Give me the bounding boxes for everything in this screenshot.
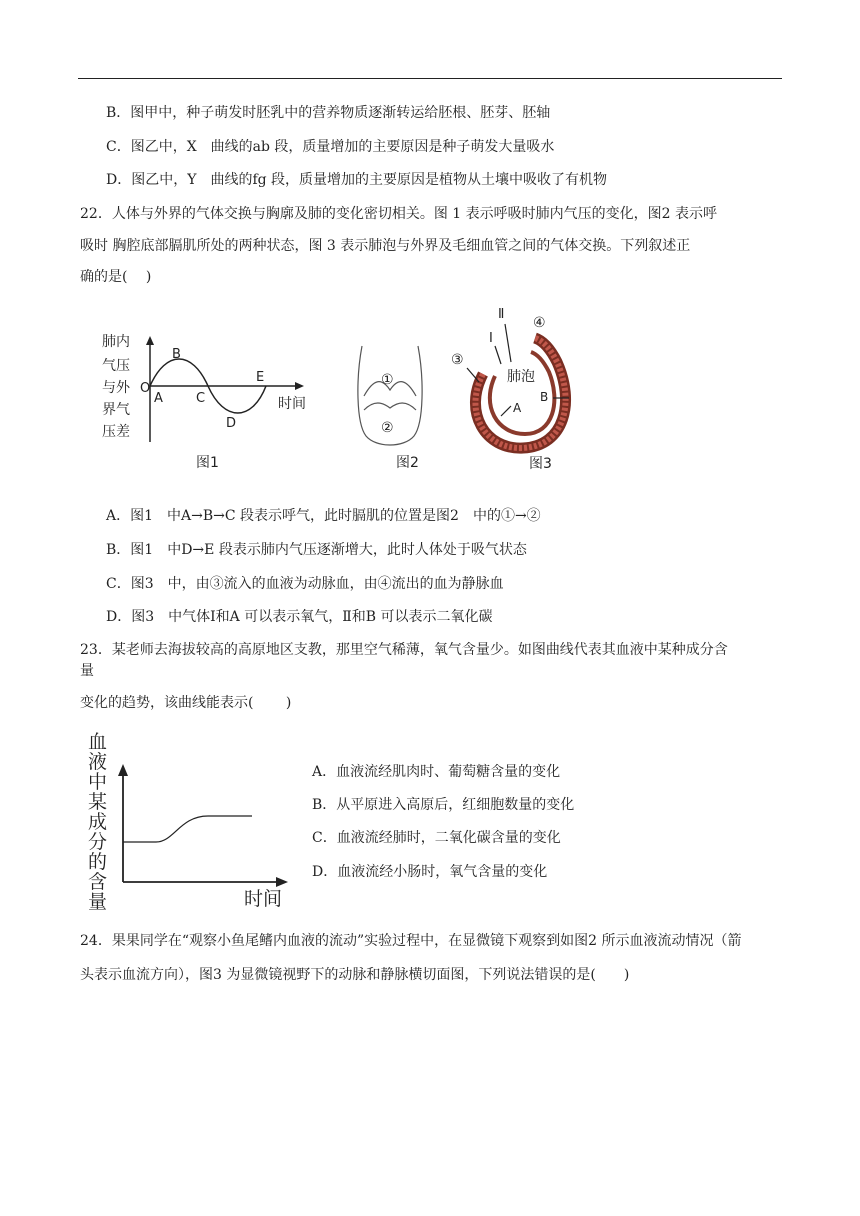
fig1-point-d: D: [226, 416, 237, 431]
q24-stem-line2: 头表示血流方向），图3 为显微镜视野下的动脉和静脉横切面图，下列说法错误的是( ): [80, 967, 630, 983]
q23-stem-line3: 变化的趋势，该曲线能表示( ): [80, 695, 292, 711]
q21-option-c: C．图乙中，X 曲线的ab 段，质量增加的主要原因是种子萌发大量吸水: [106, 139, 555, 155]
fig3-arrow-a: [501, 406, 511, 416]
fig3-label-3: ③: [451, 352, 464, 368]
q23-option-d: D．血液流经小肠时，氧气含量的变化: [312, 864, 548, 880]
q23-graph: [86, 728, 296, 916]
q23-ylabel-char4: 某: [88, 791, 108, 813]
q22-stem-line2: 吸时 胸腔底部膈肌所处的两种状态，图 3 表示肺泡与外界及毛细血管之间的气体交换。下列叙述正: [80, 238, 691, 254]
fig1-ylabel-line3: 与外: [102, 380, 130, 396]
q23-y-arrow: [118, 764, 128, 776]
q23-ylabel-char8: 含: [88, 871, 108, 893]
q22-option-d: D．图3 中气体Ⅰ和A 可以表示氧气，Ⅱ和B 可以表示二氧化碳: [106, 609, 493, 625]
fig1-caption: 图1: [196, 455, 219, 471]
fig3-gas-2: Ⅱ: [498, 307, 505, 322]
q23-ylabel-char7: 的: [88, 851, 108, 873]
q23-xlabel: 时间: [244, 888, 283, 910]
q22-stem-line3: 确的是( ): [80, 269, 152, 285]
q23-stem-line2: 量: [80, 663, 94, 679]
fig3-label-4: ④: [533, 315, 546, 331]
q23-option-a: A．血液流经肌肉时、葡萄糖含量的变化: [312, 764, 561, 780]
q22-figure-2: [350, 338, 430, 475]
q21-option-d: D．图乙中，Y 曲线的fg 段，质量增加的主要原因是植物从土壤中吸收了有机物: [106, 172, 608, 188]
header-rule: [78, 78, 782, 79]
fig3-arrow-2: [505, 324, 511, 362]
fig1-x-arrow: [295, 382, 304, 390]
q23-trend-curve: [123, 816, 252, 842]
fig2-caption: 图2: [396, 455, 419, 471]
q23-ylabel-char1: 血: [88, 731, 108, 753]
q21-option-b: B．图甲中，种子萌发时胚乳中的营养物质逐渐转运给胚根、胚芽、胚轴: [106, 105, 551, 121]
q22-option-c: C．图3 中，由③流入的血液为动脉血，由④流出的血为静脉血: [106, 576, 504, 592]
q22-stem-line1: 22．人体与外界的气体交换与胸廓及肺的变化密切相关。图 1 表示呼吸时肺内气压的变化，图2 表示呼: [80, 206, 717, 222]
fig3-arrow-1: [495, 346, 501, 364]
fig3-gas-1: Ⅰ: [489, 331, 493, 346]
fig2-diaphragm-contracted: [364, 403, 416, 410]
q23-ylabel-char6: 分: [88, 831, 108, 853]
q24-stem-line1: 24．果果同学在“观察小鱼尾鳍内血液的流动”实验过程中，在显微镜下观察到如图2 所示血液流动情况（箭: [80, 933, 742, 949]
fig1-ylabel-line5: 压差: [102, 424, 130, 440]
q23-stem-line1: 23．某老师去海拔较高的高原地区支教，那里空气稀薄，氧气含量少。如图曲线代表其血液中某种成分含: [80, 642, 728, 658]
fig1-xlabel: 时间: [278, 396, 306, 412]
fig3-alveolus-label: 肺泡: [507, 369, 535, 385]
q23-x-arrow: [276, 877, 288, 887]
q23-option-c: C．血液流经肺时，二氧化碳含量的变化: [312, 830, 561, 846]
fig1-y-arrow: [146, 336, 154, 345]
fig1-ylabel-line4: 界气: [102, 402, 130, 418]
q22-figure-1: [96, 330, 316, 475]
fig3-label-b: B: [540, 390, 549, 404]
q23-ylabel-char9: 量: [88, 891, 108, 913]
q22-figure-3: [445, 302, 585, 475]
fig1-point-c: C: [196, 391, 206, 406]
q23-ylabel-char2: 液: [88, 751, 108, 773]
q22-option-a: A．图1 中A→B→C 段表示呼气，此时膈肌的位置是图2 中的①→②: [106, 508, 541, 524]
fig1-origin-label: O: [140, 381, 151, 396]
fig1-point-b: B: [172, 347, 181, 362]
q23-option-b: B．从平原进入高原后，红细胞数量的变化: [312, 797, 575, 813]
fig2-label-2: ②: [381, 420, 394, 436]
fig1-ylabel-line2: 气压: [102, 358, 130, 374]
q23-ylabel-char5: 成: [88, 811, 108, 833]
q22-option-b: B．图1 中D→E 段表示肺内气压逐渐增大，此时人体处于吸气状态: [106, 542, 527, 558]
fig1-ylabel-line1: 肺内: [102, 334, 130, 350]
fig3-caption: 图3: [529, 456, 552, 472]
fig2-label-1: ①: [381, 372, 394, 388]
fig1-point-a: A: [154, 391, 163, 406]
q23-ylabel-char3: 中: [88, 771, 108, 793]
fig3-label-a: A: [513, 401, 522, 415]
fig1-point-e: E: [256, 370, 265, 385]
